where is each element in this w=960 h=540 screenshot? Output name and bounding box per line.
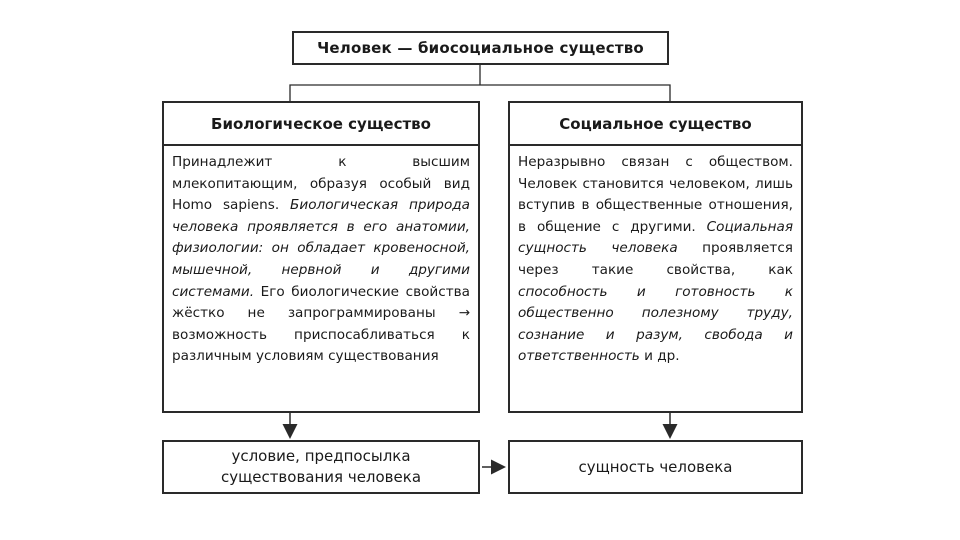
social-text	[510, 146, 801, 368]
biological-text	[164, 146, 478, 368]
result-condition-box	[162, 440, 480, 494]
diagram-title: Человек — биосоциальное существо	[292, 31, 669, 65]
social-column	[508, 101, 803, 413]
social-text-part: и др.	[639, 348, 680, 365]
social-text-part: Неразрывно связан с обществом. Человек становится человеком, лишь вступив в общественные отношения, в общение с другими.	[518, 154, 793, 235]
result-essence-box	[508, 440, 803, 494]
top-connector	[290, 85, 670, 101]
biological-text-part: Его биологические свойства жёстко не запрограммированы → возможность приспосабливаться к различным условиям существования	[172, 283, 470, 365]
social-heading: Социальное существо	[510, 103, 801, 146]
biological-column	[162, 101, 480, 413]
social-text-part: проявляется через такие свойства, как	[518, 240, 793, 278]
result-essence-label: сущность человека	[578, 457, 733, 476]
biological-text-part: Принадлежит к высшим млекопитающим, образуя особый вид Homo sapiens.	[172, 154, 470, 214]
social-text-italic: Социальная сущность человека	[518, 218, 793, 257]
biological-heading: Биологическое существо	[164, 103, 478, 146]
biological-text-italic: Биологическая природа человека проявляется в его анатомии, физиологии: он обладает кровеносной, мышечной, нервной и другими системами.	[172, 197, 470, 300]
social-text-italic: способность и готовность к общественно полезному труду, сознание и разум, свобода и ответственность	[518, 283, 793, 365]
result-condition-label: условие, предпосылка существования человека	[220, 447, 422, 486]
